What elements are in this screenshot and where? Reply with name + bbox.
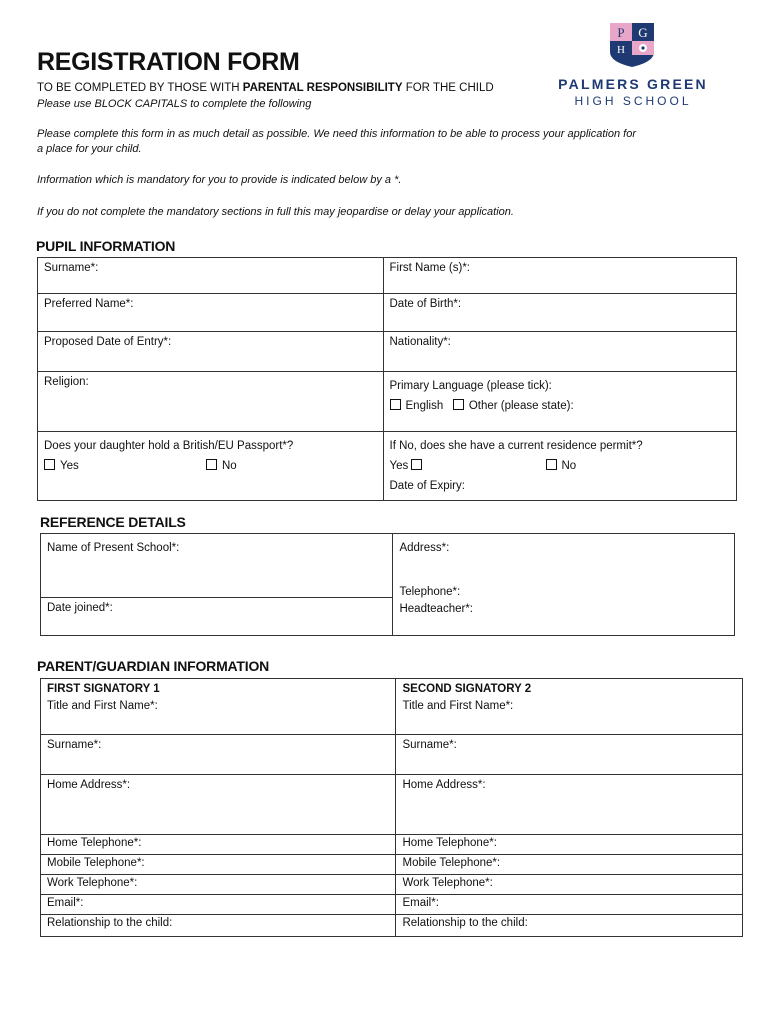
second-relationship-field[interactable]: Relationship to the child: [396, 915, 743, 937]
preferred-name-field[interactable]: Preferred Name*: [38, 294, 384, 332]
permit-yes-checkbox[interactable] [411, 459, 422, 470]
pupil-information-heading: PUPIL INFORMATION [36, 238, 176, 254]
passport-yes-checkbox[interactable] [44, 459, 55, 470]
first-relationship-field[interactable]: Relationship to the child: [41, 915, 396, 937]
school-address-cell [393, 534, 735, 636]
parent-guardian-heading: PARENT/GUARDIAN INFORMATION [37, 658, 270, 674]
first-signatory-label: FIRST SIGNATORY 1 [47, 683, 160, 695]
religion-field[interactable]: Religion: [38, 372, 384, 432]
instruction-paragraph-1: Please complete this form in as much detail as possible. We need this information to be able to process your application for a place for your child. [37, 128, 637, 155]
primary-language-field: Primary Language (please tick): English Other (please state): [383, 372, 737, 432]
entry-date-field[interactable]: Proposed Date of Entry*: [38, 332, 384, 372]
first-surname-field[interactable]: Surname*: [41, 735, 396, 775]
second-mobile-telephone-field[interactable]: Mobile Telephone*: [396, 855, 743, 875]
second-home-address-field[interactable]: Home Address*: [396, 775, 743, 835]
svg-text:H: H [617, 44, 625, 56]
first-home-telephone-field[interactable]: Home Telephone*: [41, 835, 396, 855]
date-of-birth-field[interactable]: Date of Birth*: [383, 294, 737, 332]
svg-text:G: G [638, 25, 648, 40]
school-crest-icon [609, 22, 655, 68]
first-home-address-field[interactable]: Home Address*: [41, 775, 396, 835]
date-joined-field[interactable]: Date joined*: [47, 602, 113, 614]
surname-field[interactable]: Surname*: [38, 258, 384, 294]
first-email-field[interactable]: Email*: [41, 895, 396, 915]
mandatory-note: Information which is mandatory for you to provide is indicated below by a *. [37, 174, 402, 186]
residence-permit-question: If No, does she have a current residence permit*? Yes No Date of Expiry: [383, 432, 737, 501]
first-work-telephone-field[interactable]: Work Telephone*: [41, 875, 396, 895]
second-title-name-field[interactable]: Title and First Name*: [402, 700, 514, 712]
permit-no-checkbox[interactable] [546, 459, 557, 470]
english-checkbox[interactable] [390, 399, 401, 410]
parent-guardian-table [40, 678, 743, 937]
school-logo [548, 22, 718, 112]
reference-details-heading: REFERENCE DETAILS [40, 514, 186, 530]
first-name-field[interactable]: First Name (s)*: [383, 258, 737, 294]
form-subtitle: TO BE COMPLETED BY THOSE WITH PARENTAL RESPONSIBILITY FOR THE CHILD [37, 82, 494, 94]
second-signatory-cell [396, 679, 743, 735]
passport-question: Does your daughter hold a British/EU Passport*? Yes No [38, 432, 384, 501]
date-of-expiry-field[interactable]: Date of Expiry: [389, 480, 465, 492]
headteacher-field[interactable]: Headteacher*: [399, 603, 473, 615]
passport-no-checkbox[interactable] [206, 459, 217, 470]
school-name-line2: HIGH SCHOOL [574, 94, 692, 108]
warning-note: If you do not complete the mandatory sections in full this may jeopardise or delay your application. [37, 206, 514, 218]
second-email-field[interactable]: Email*: [396, 895, 743, 915]
second-signatory-label: SECOND SIGNATORY 2 [402, 683, 532, 695]
present-school-field[interactable]: Name of Present School*: [47, 542, 180, 554]
present-school-cell [41, 534, 393, 636]
svg-text:P: P [617, 25, 625, 40]
school-address-field[interactable]: Address*: [399, 542, 450, 554]
first-mobile-telephone-field[interactable]: Mobile Telephone*: [41, 855, 396, 875]
pupil-information-table [37, 257, 737, 501]
first-title-name-field[interactable]: Title and First Name*: [47, 700, 158, 712]
second-surname-field[interactable]: Surname*: [396, 735, 743, 775]
school-name: PALMERS GREEN [558, 76, 708, 92]
block-capitals-instruction: Please use BLOCK CAPITALS to complete the following [37, 98, 312, 110]
school-telephone-field[interactable]: Telephone*: [399, 586, 461, 598]
nationality-field[interactable]: Nationality*: [383, 332, 737, 372]
page-title: REGISTRATION FORM [37, 48, 300, 76]
other-language-checkbox[interactable] [453, 399, 464, 410]
reference-details-table [40, 533, 735, 636]
second-home-telephone-field[interactable]: Home Telephone*: [396, 835, 743, 855]
first-signatory-cell [41, 679, 396, 735]
second-work-telephone-field[interactable]: Work Telephone*: [396, 875, 743, 895]
